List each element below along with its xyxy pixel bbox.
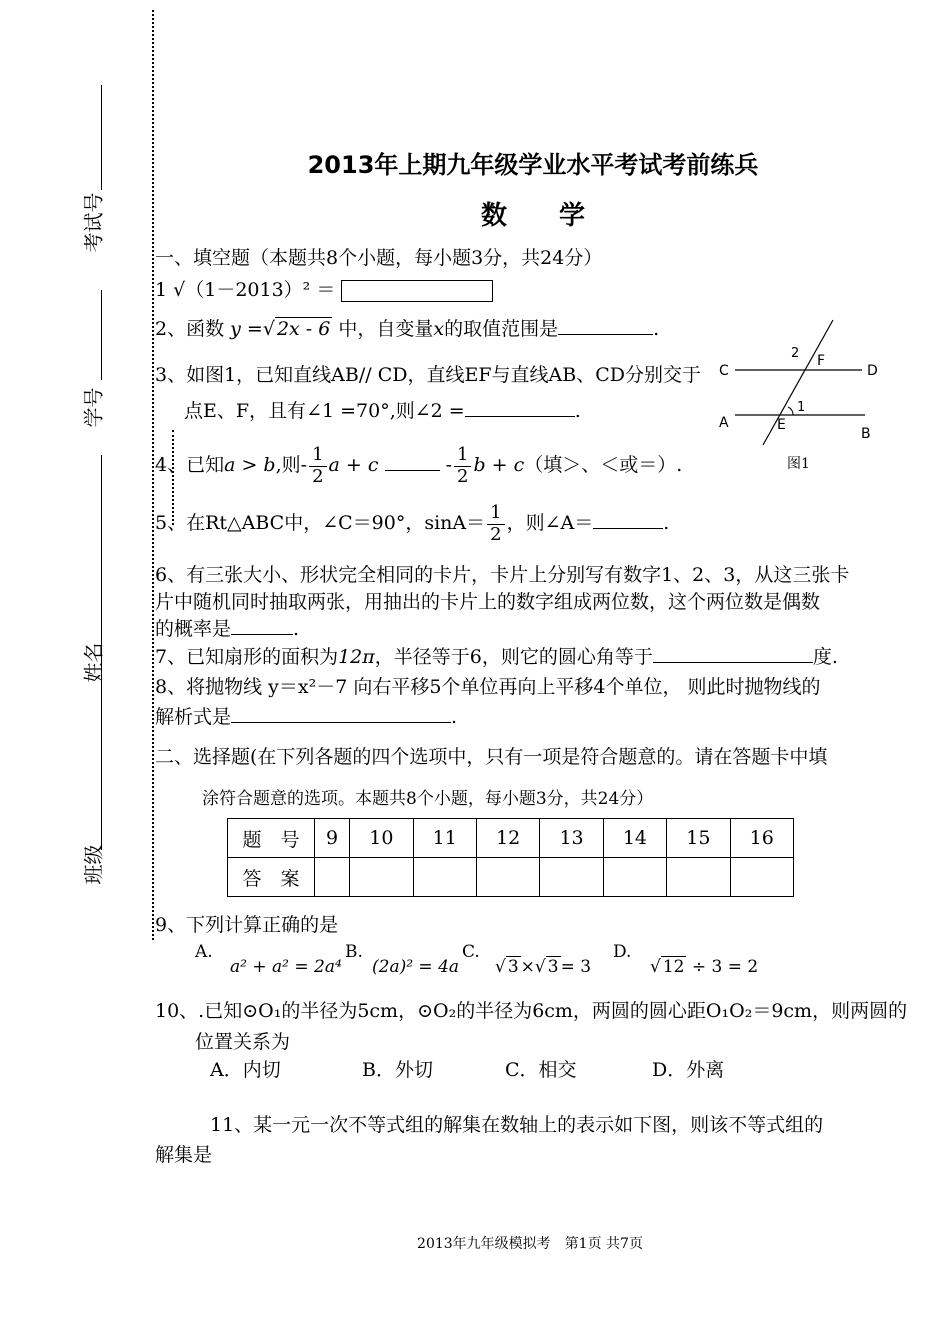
- answer-cell-15[interactable]: [667, 858, 730, 897]
- q9-option-a: a² + a² = 2a⁴: [230, 957, 342, 977]
- q4-term1: a + c: [328, 454, 379, 477]
- class-blank: [101, 580, 102, 850]
- q3-line2-a: 点E、F，且有: [184, 400, 307, 422]
- question-7: [155, 642, 838, 669]
- q5-fraction: $\frac{1}{2}$: [487, 503, 504, 545]
- q5-suffix: ，则∠A＝: [506, 512, 594, 535]
- answer-table-row-numbers: [228, 819, 794, 858]
- answer-table-num-12: 12: [476, 819, 539, 858]
- question-8-line1: 8、将抛物线 y＝x²－7 向右平移5个单位再向上平移4个单位， 则此时抛物线的: [155, 676, 821, 698]
- class-label: 班级: [81, 844, 106, 885]
- q4-fraction-2: $\frac{1}{2}$: [454, 445, 471, 487]
- label-c: C: [719, 363, 729, 379]
- q4-fraction-1: $\frac{1}{2}$: [309, 445, 326, 487]
- figure-1-diagram: [715, 315, 915, 475]
- q10-option-b: B．外切: [362, 1059, 433, 1081]
- q3-line2-c: ,则∠2 =: [389, 400, 465, 422]
- angle-1-arc: [788, 407, 793, 415]
- name-label: 姓名: [81, 642, 106, 683]
- answer-table-num-15: 15: [667, 819, 730, 858]
- q7-answer-blank[interactable]: [653, 662, 813, 663]
- answer-cell-16[interactable]: [730, 858, 793, 897]
- q4-answer-blank[interactable]: [385, 470, 440, 471]
- question-11-line2: 解集是: [155, 1144, 213, 1166]
- question-6-line2: 片中随机同时抽取两张，用抽出的卡片上的数字组成两位数，这个两位数是偶数: [155, 591, 821, 613]
- q10-option-d: D．外离: [652, 1059, 725, 1081]
- question-8-line2: [155, 702, 457, 729]
- line-ef: [763, 320, 833, 445]
- q9-option-b-label: B.: [345, 942, 363, 962]
- q6-line3: 的概率是: [155, 618, 232, 640]
- q4-prefix: 4、已知: [155, 454, 225, 477]
- q2-formula-y: y =: [230, 318, 263, 340]
- q10-option-a: A．内切: [210, 1059, 281, 1081]
- answer-cell-13[interactable]: [540, 858, 603, 897]
- q2-suffix: 的取值范围是: [444, 318, 559, 340]
- q2-end: .: [653, 318, 660, 340]
- label-d: D: [867, 363, 878, 379]
- q9-c-result: = 3: [560, 957, 592, 977]
- page-title: 2013年上期九年级学业水平考试考前练兵: [307, 151, 759, 179]
- q4-then: ,则-: [275, 454, 308, 477]
- q2-formula-radicand: 2x - 6: [276, 318, 331, 340]
- answer-cell-12[interactable]: [476, 858, 539, 897]
- choice-section-header-2: 涂符合题意的选项。本题共8个小题，每小题3分，共24分）: [202, 789, 654, 809]
- q9-option-b: (2a)² = 4a: [372, 957, 460, 977]
- q8-line2: 解析式是: [155, 706, 232, 728]
- q9-c-radicand-1: 3: [507, 957, 519, 977]
- figure-caption: 图1: [787, 456, 810, 472]
- question-5: [155, 503, 669, 545]
- answer-table-label-answer: 答 案: [228, 858, 315, 897]
- q7-end: 度.: [812, 646, 838, 668]
- radical-sign: √: [262, 318, 275, 340]
- label-e: E: [777, 417, 786, 433]
- q8-end: .: [451, 706, 458, 728]
- question-11-line1: 11、某一元一次不等式组的解集在数轴上的表示如下图，则该不等式组的: [210, 1114, 824, 1136]
- q5-prefix: 5、在Rt△ABC中，∠C＝90°，sinA＝: [155, 512, 486, 535]
- exam-number-label: 考试号: [81, 192, 106, 253]
- label-f: F: [817, 353, 826, 369]
- question-9: 9、下列计算正确的是: [155, 914, 339, 936]
- q4-minus: -: [445, 454, 452, 477]
- answer-cell-9[interactable]: [315, 858, 350, 897]
- answer-table-label-number: 题 号: [228, 819, 315, 858]
- label-2: 2: [791, 346, 800, 361]
- student-number-label: 学号: [81, 387, 106, 428]
- answer-table-num-9: 9: [315, 819, 350, 858]
- q2-var: x: [433, 318, 445, 340]
- student-number-blank: [101, 290, 102, 380]
- q1-text: 1 √（1－2013）² ＝: [155, 279, 336, 301]
- answer-table-row-answers: [228, 858, 794, 897]
- subject-title: 数 学: [480, 201, 585, 231]
- choice-section-header-1: 二、选择题(在下列各题的四个选项中，只有一项是符合题意的。请在答题卡中填: [155, 746, 828, 768]
- q9-option-d-label: D.: [613, 942, 632, 962]
- answer-table-num-13: 13: [540, 819, 603, 858]
- q6-answer-blank[interactable]: [231, 634, 293, 635]
- answer-table-num-14: 14: [603, 819, 666, 858]
- answer-cell-14[interactable]: [603, 858, 666, 897]
- fill-section-header: 一、填空题（本题共8个小题，每小题3分，共24分）: [155, 247, 603, 269]
- question-3-line1: 3、如图1，已知直线AB// CD，直线EF与直线AB、CD分别交于: [155, 364, 701, 386]
- label-b: B: [861, 426, 871, 442]
- answer-table: [227, 818, 794, 897]
- answer-cell-11[interactable]: [413, 858, 476, 897]
- q1-answer-box[interactable]: [341, 280, 493, 302]
- q7-prefix: 7、已知扇形的面积为: [155, 646, 339, 668]
- q4-term2: b + c: [473, 454, 525, 477]
- q7-area: 12π: [338, 646, 375, 668]
- q10-option-c: C．相交: [505, 1059, 577, 1081]
- q9-option-a-label: A.: [195, 942, 213, 962]
- q3-answer-blank[interactable]: [465, 416, 575, 417]
- q3-end: .: [574, 400, 581, 422]
- q8-answer-blank[interactable]: [231, 722, 451, 723]
- question-2: [155, 314, 659, 341]
- q9-option-c-label: C.: [462, 942, 480, 962]
- answer-table-num-11: 11: [413, 819, 476, 858]
- q9-option-c: √ 3 ×√ 3 = 3: [495, 957, 592, 977]
- question-6-line3: [155, 614, 299, 641]
- q5-end: .: [663, 512, 670, 535]
- label-1: 1: [797, 400, 806, 415]
- q7-mid: ，半径等于6，则它的圆心角等于: [374, 646, 653, 668]
- q2-answer-blank[interactable]: [558, 334, 653, 335]
- q9-d-radicand: 12: [662, 957, 685, 977]
- answer-cell-10[interactable]: [350, 858, 413, 897]
- answer-table-num-10: 10: [350, 819, 413, 858]
- q3-angle1: ∠1 =70°: [306, 400, 390, 422]
- q2-mid: 中，自变量: [338, 318, 434, 340]
- question-4: [155, 445, 682, 487]
- q4-suffix: （填＞、＜或＝）.: [524, 454, 683, 477]
- label-a: A: [719, 415, 729, 431]
- q6-end: .: [293, 618, 300, 640]
- q9-option-d: √ 12 ÷ 3 = 2: [650, 957, 759, 977]
- question-10-line2: 位置关系为: [195, 1031, 291, 1053]
- question-10-line1: 10、.已知⊙O₁的半径为5cm，⊙O₂的半径为6cm，两圆的圆心距O₁O₂＝9cm，则两圆的: [155, 1000, 908, 1022]
- answer-table-num-16: 16: [730, 819, 793, 858]
- question-6-line1: 6、有三张大小、形状完全相同的卡片，卡片上分别写有数字1、2、3，从这三张卡: [155, 564, 850, 586]
- q9-d-rest: ÷ 3 = 2: [691, 957, 759, 977]
- question-3-line2: [184, 396, 581, 423]
- q4-condition: a > b: [224, 454, 276, 477]
- question-1: [155, 275, 493, 302]
- page-footer: 2013年九年级模拟考 第1页 共7页: [417, 1236, 643, 1252]
- q5-answer-blank[interactable]: [593, 528, 663, 529]
- q2-prefix: 2、函数: [155, 318, 225, 340]
- q9-c-radicand-2: 3: [547, 957, 559, 977]
- q9-c-times: ×: [520, 957, 535, 977]
